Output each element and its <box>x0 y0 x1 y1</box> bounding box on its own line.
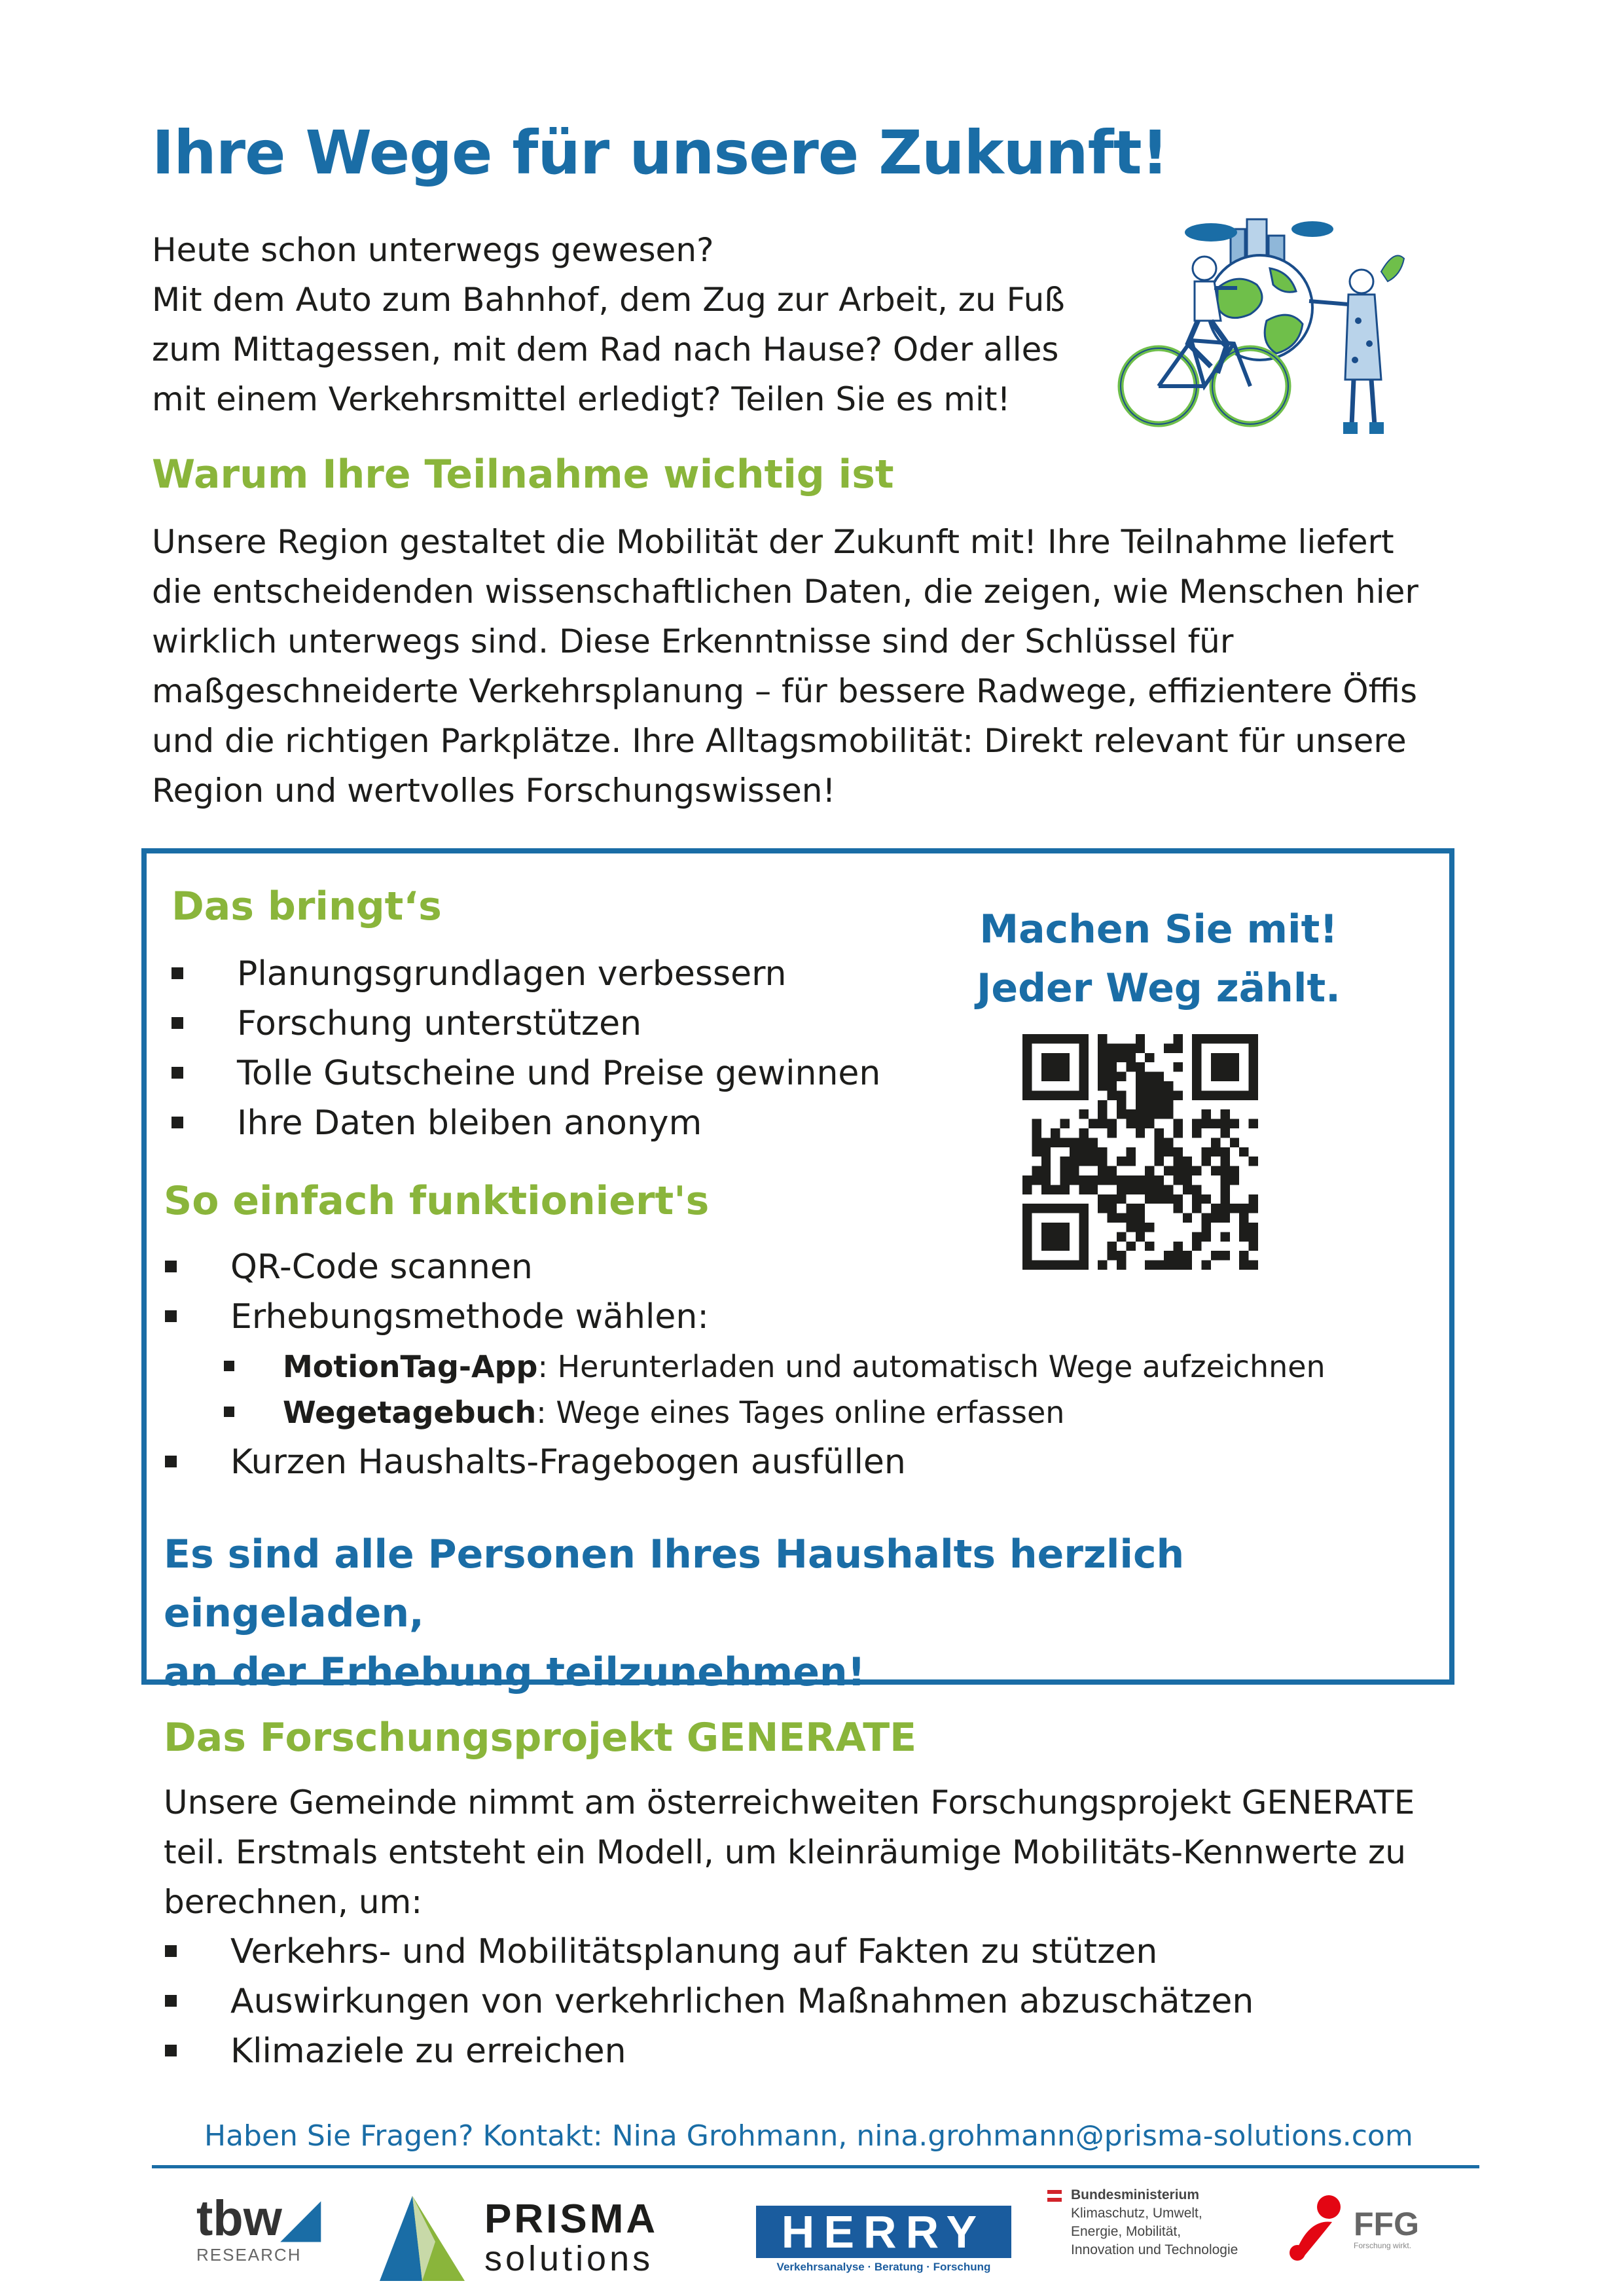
ffg-logo <box>1283 2193 1419 2265</box>
call-to-action <box>943 900 1375 1018</box>
invite-line: an der Erhebung teilzunehmen! <box>164 1649 865 1695</box>
list-item: Ihre Daten bleiben anonym <box>171 1098 957 1148</box>
list-item: Planungsgrundlagen verbessern <box>171 949 957 999</box>
tbw-logo-text: tbw <box>196 2191 282 2246</box>
tbw-logo-sub: RESEARCH <box>196 2245 302 2265</box>
project-line: berechnen, um: <box>164 1883 423 1921</box>
ffg-logo-sub: Forschung wirkt. <box>1354 2241 1412 2250</box>
method-name: MotionTag-App <box>283 1349 538 1384</box>
method-desc: : Wege eines Tages online erfassen <box>536 1395 1065 1430</box>
ffg-icon <box>1283 2193 1348 2265</box>
why-line: und die richtigen Parkplätze. Ihre Alltagsmobilität: Direkt relevant für unsere <box>152 722 1407 760</box>
divider <box>152 2165 1479 2168</box>
why-line: maßgeschneiderte Verkehrsplanung – für bessere Radwege, effizientere Öffis <box>152 672 1418 710</box>
ffg-logo-text: FFG <box>1354 2206 1419 2242</box>
howto-steps <box>165 1242 1409 1342</box>
list-item: Forschung unterstützen <box>171 999 957 1049</box>
herry-logo-text: HERRY <box>756 2206 1011 2258</box>
list-item: Klimaziele zu erreichen <box>165 2026 1409 2076</box>
project-line: Unsere Gemeinde nimmt am österreichweiten Forschungsprojekt GENERATE <box>164 1784 1415 1821</box>
list-item: Erhebungsmethode wählen: <box>165 1292 1409 1342</box>
list-item <box>224 1344 1435 1390</box>
why-heading: Warum Ihre Teilnahme wichtig ist <box>152 452 894 497</box>
bmk-line: Klimaschutz, Umwelt, <box>1071 2206 1202 2221</box>
page-title: Ihre Wege für unsere Zukunft! <box>152 118 1168 188</box>
intro-text <box>152 225 1121 424</box>
prisma-logo-sub: solutions <box>484 2239 654 2278</box>
intro-line: zum Mittagessen, mit dem Rad nach Hause? Oder alles <box>152 331 1059 368</box>
cta-line: Jeder Weg zählt. <box>977 965 1341 1011</box>
method-desc: : Herunterladen und automatisch Wege aufzeichnen <box>537 1349 1326 1384</box>
howto-heading: So einfach funktioniert's <box>164 1178 710 1224</box>
project-goals <box>165 1927 1409 2076</box>
herry-logo <box>756 2206 1011 2274</box>
project-paragraph <box>164 1778 1473 1927</box>
cyclist-globe-illustration <box>1113 209 1414 445</box>
benefits-heading: Das bringt‘s <box>171 884 442 929</box>
intro-line: Heute schon unterwegs gewesen? <box>152 231 714 269</box>
bmk-line: Energie, Mobilität, <box>1071 2224 1182 2239</box>
list-item: Kurzen Haushalts-Fragebogen ausfüllen <box>165 1437 1409 1487</box>
household-invite <box>164 1525 1440 1702</box>
why-line: wirklich unterwegs sind. Diese Erkenntnisse sind der Schlüssel für <box>152 622 1234 660</box>
intro-line: Mit dem Auto zum Bahnhof, dem Zug zur Arbeit, zu Fuß <box>152 281 1065 319</box>
list-item: Tolle Gutscheine und Preise gewinnen <box>171 1049 957 1098</box>
invite-line: Es sind alle Personen Ihres Haushalts herzlich eingeladen, <box>164 1532 1185 1636</box>
why-line: Region und wertvolles Forschungswissen! <box>152 772 836 810</box>
bmk-line: Bundesministerium <box>1071 2187 1200 2202</box>
why-paragraph <box>152 517 1494 816</box>
why-line: Unsere Region gestaltet die Mobilität der Zukunft mit! Ihre Teilnahme liefert <box>152 523 1394 561</box>
cta-line: Machen Sie mit! <box>979 906 1338 952</box>
herry-logo-sub: Verkehrsanalyse · Beratung · Forschung <box>776 2261 991 2273</box>
list-item: Auswirkungen von verkehrlichen Maßnahmen abzuschätzen <box>165 1977 1409 2026</box>
list-item <box>224 1390 1435 1435</box>
austria-flag-icon <box>1047 2190 1062 2202</box>
benefits-list <box>171 949 957 1148</box>
why-line: die entscheidenden wissenschaftlichen Daten, die zeigen, wie Menschen hier <box>152 573 1418 611</box>
project-heading: Das Forschungsprojekt GENERATE <box>164 1715 917 1761</box>
contact-line: Haben Sie Fragen? Kontakt: Nina Grohmann, nina.grohmann@prisma-solutions.com <box>204 2119 1413 2153</box>
bmk-logo <box>1047 2186 1283 2259</box>
project-line: teil. Erstmals entsteht ein Modell, um kleinräumige Mobilitäts-Kennwerte zu <box>164 1833 1406 1871</box>
prisma-icon <box>373 2189 471 2287</box>
list-item: Verkehrs- und Mobilitätsplanung auf Fakten zu stützen <box>165 1927 1409 1977</box>
bmk-line: Innovation und Technologie <box>1071 2242 1238 2257</box>
prisma-logo-text: PRISMA <box>484 2197 659 2242</box>
prisma-solutions-logo <box>373 2189 658 2287</box>
list-item: QR-Code scannen <box>165 1242 1409 1292</box>
intro-line: mit einem Verkehrsmittel erledigt? Teilen Sie es mit! <box>152 380 1011 418</box>
method-list <box>224 1344 1435 1435</box>
tbw-research-logo: tbw◢ RESEARCH <box>196 2193 327 2284</box>
qr-code[interactable] <box>1022 1034 1258 1270</box>
method-name: Wegetagebuch <box>283 1395 537 1430</box>
howto-steps-final <box>165 1437 1409 1487</box>
